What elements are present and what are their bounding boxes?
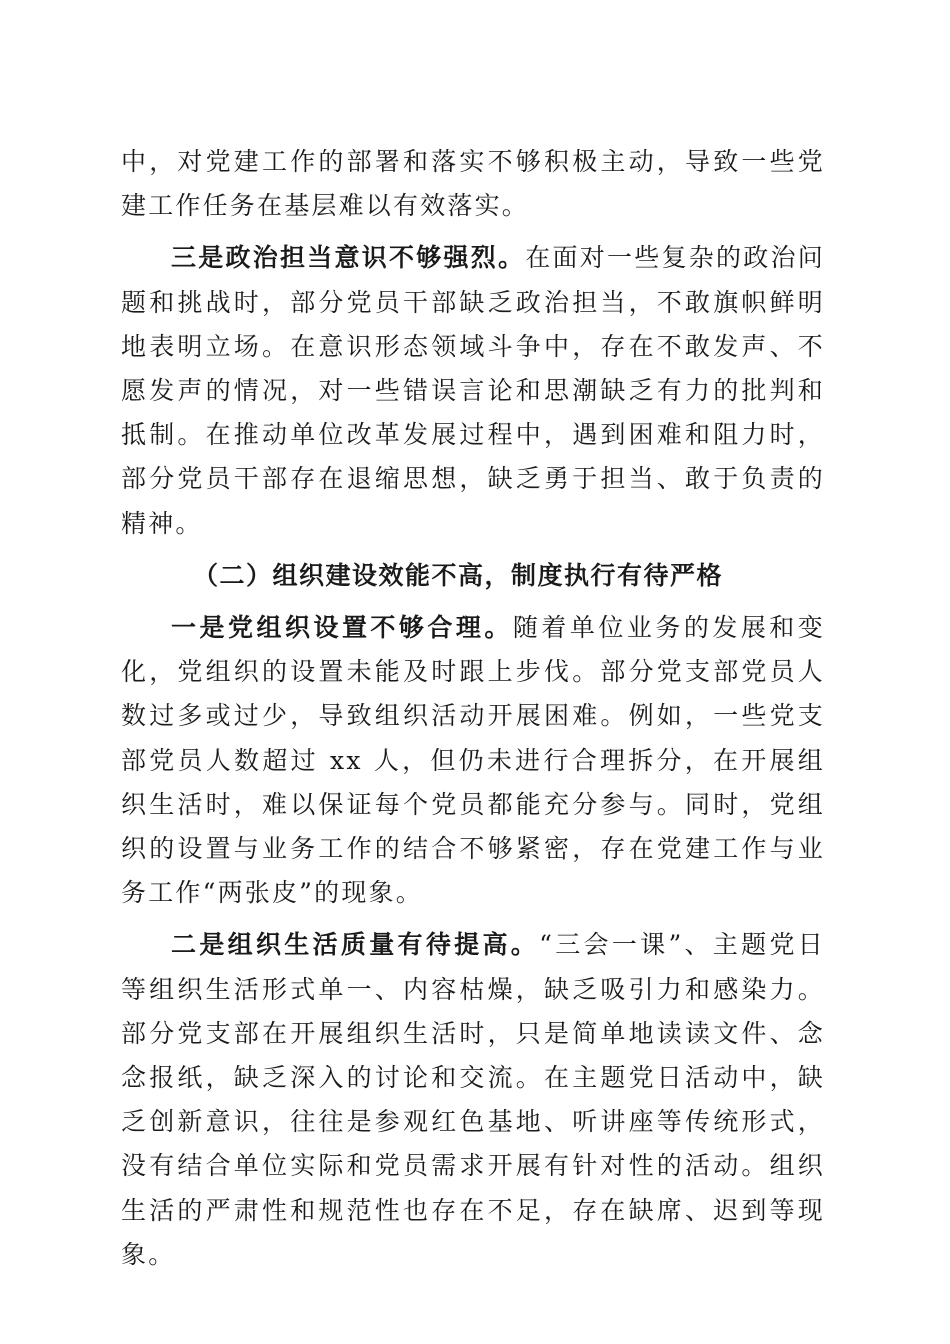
paragraph-text: 中，对党建工作的部署和落实不够积极主动，导致一些党建工作任务在基层难以有效落实。 (121, 147, 825, 221)
paragraph-lead: 二是组织生活质量有待提高。 (171, 930, 540, 960)
section-heading-text: （二）组织建设效能不高，制度执行有待严格 (193, 560, 724, 590)
paragraph-lead: 一是党组织设置不够合理。 (171, 613, 513, 643)
paragraph-org-life (121, 923, 825, 1277)
section-heading (121, 554, 825, 598)
paragraph-continued (121, 140, 825, 228)
paragraph-text: “三会一课”、主题党日等组织生活形式单一、内容枯燥，缺乏吸引力和感染力。部分党支部在开展组织生活时，只是简单地读读文件、念念报纸，缺乏深入的讨论和交流。在主题党日活动中，缺乏创新意识，往往是参观红色基地、听讲座等传统形式，没有结合单位实际和党员需求开展有针对性的活动。组织生活的严肃性和规范性也存在不足，存在缺席、迟到等现象。 (121, 930, 825, 1269)
paragraph-lead: 三是政治担当意识不够强烈。 (171, 243, 526, 273)
document-body (121, 140, 825, 1285)
paragraph-text: 在面对一些复杂的政治问题和挑战时，部分党员干部缺乏政治担当，不敢旗帜鲜明地表明立场。在意识形态领域斗争中，存在不敢发声、不愿发声的情况，对一些错误言论和思潮缺乏有力的批判和抵制。在推动单位改革发展过程中，遇到困难和阻力时，部分党员干部存在退缩思想，缺乏勇于担当、敢于负责的精神。 (121, 243, 825, 538)
paragraph-org-setup (121, 606, 825, 915)
paragraph-text: 随着单位业务的发展和变化，党组织的设置未能及时跟上步伐。部分党支部党员人数过多或过少，导致组织活动开展困难。例如，一些党支部党员人数超过 xx 人，但仍未进行合理拆分，在开展组织生活时，难以保证每个党员都能充分参与。同时，党组织的设置与业务工作的结合不够紧密，存在党建工作与业务工作“两张皮”的现象。 (121, 613, 825, 908)
paragraph-political-responsibility (121, 236, 825, 545)
